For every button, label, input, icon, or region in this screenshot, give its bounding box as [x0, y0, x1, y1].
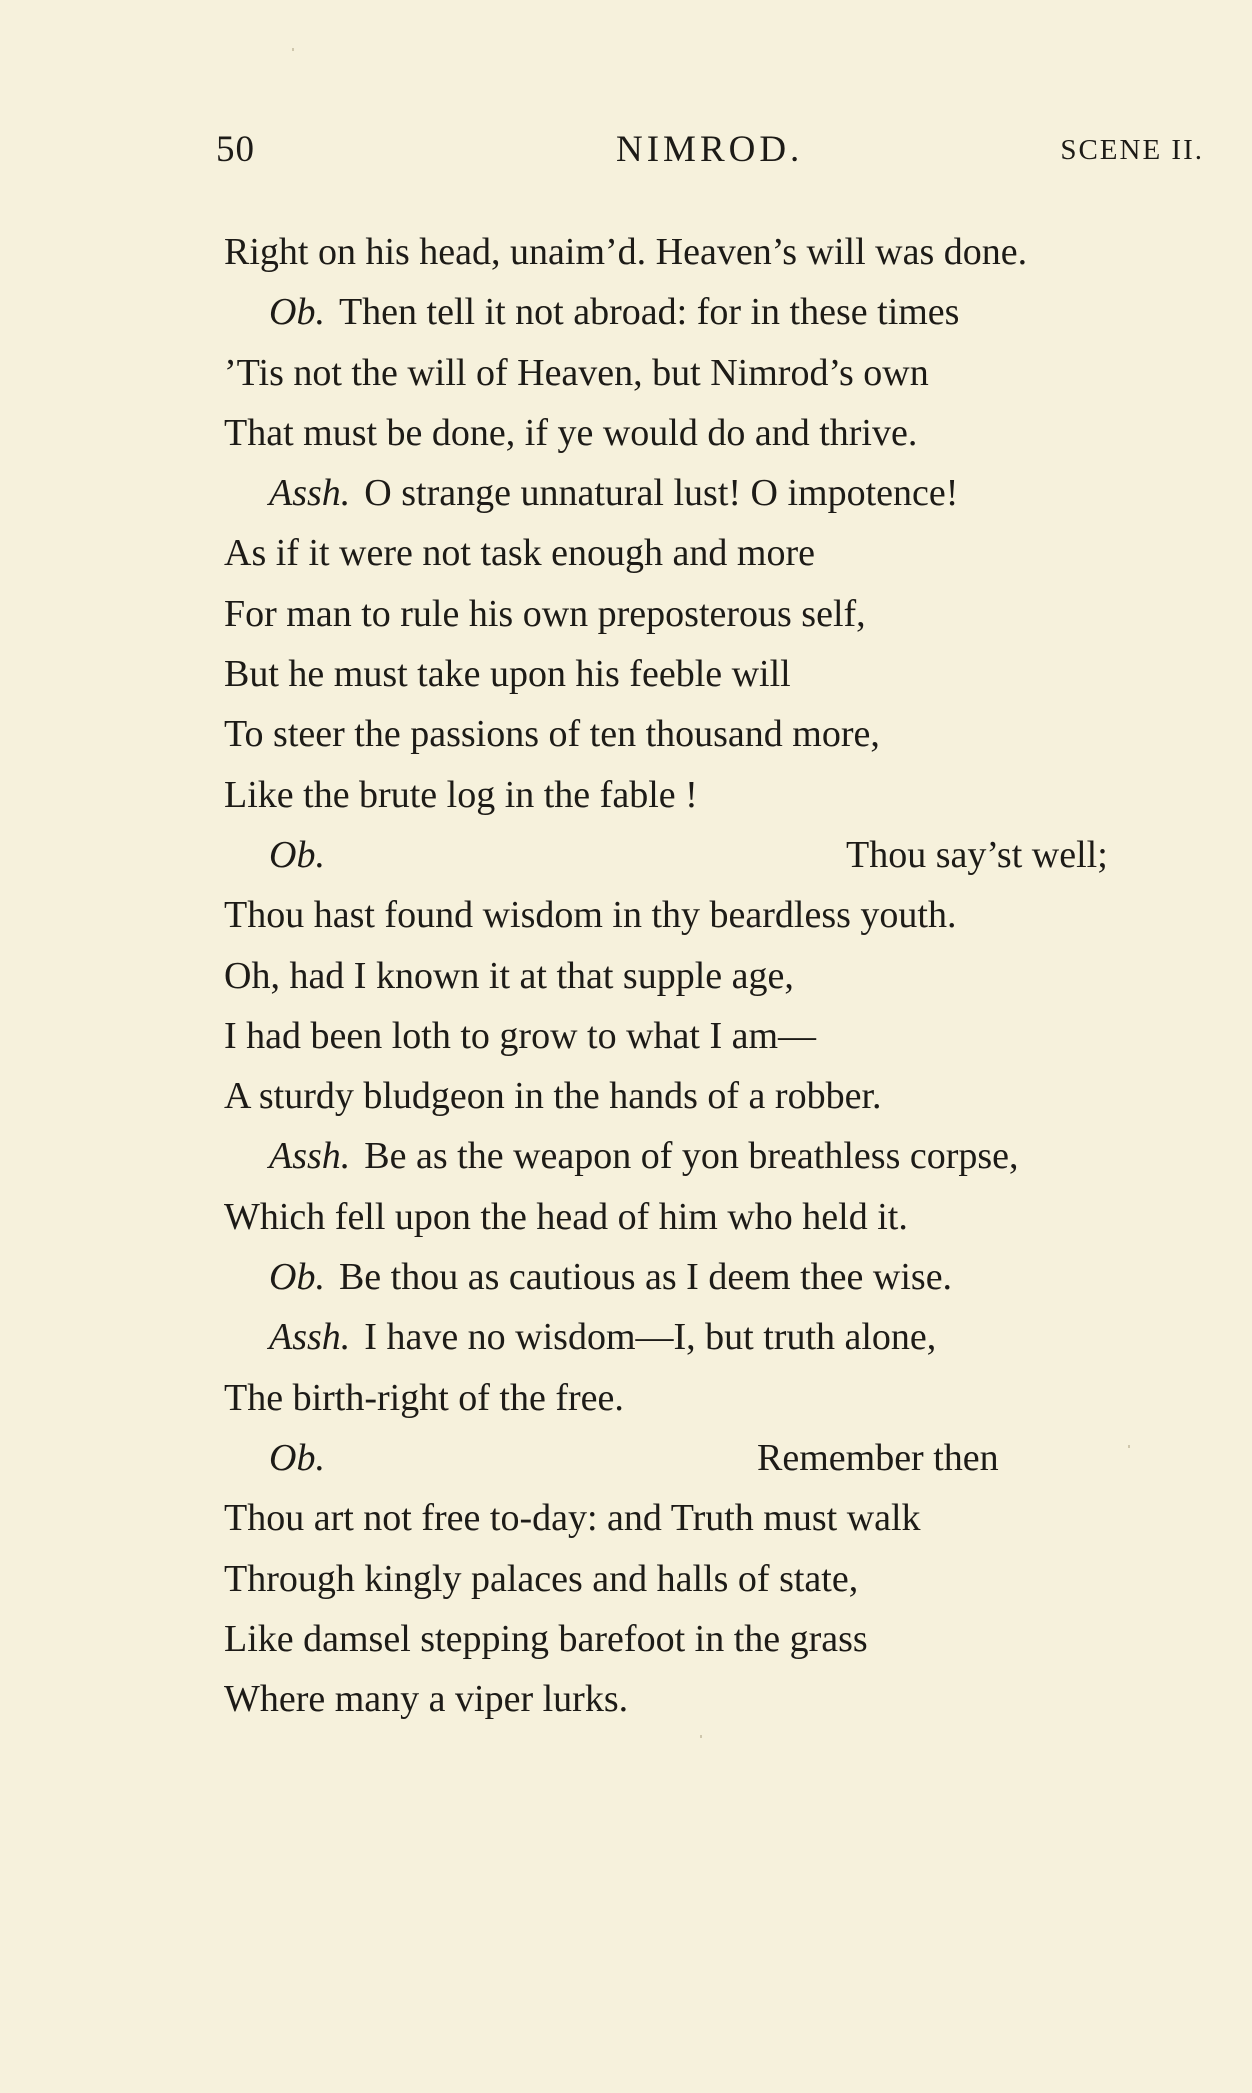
verse-block — [224, 222, 1224, 1729]
verse-line: Thou art not free to-day: and Truth must walk — [224, 1497, 921, 1540]
speaker-name: Ob. — [269, 291, 325, 334]
scene-label: SCENE II. — [1060, 134, 1204, 166]
speaker-name: Assh. — [269, 1135, 351, 1178]
verse-line: Ob. Then tell it not abroad: for in these times — [269, 291, 960, 334]
verse-line: As if it were not task enough and more — [224, 532, 815, 575]
verse-line: Thou hast found wisdom in thy beardless youth. — [224, 894, 957, 937]
paper-speck — [292, 48, 294, 51]
verse-line: Through kingly palaces and halls of state, — [224, 1557, 859, 1600]
running-header — [216, 128, 1204, 178]
verse-line: Like the brute log in the fable ! — [224, 773, 698, 816]
verse-line: Right on his head, unaim’d. Heaven’s will was done. — [224, 231, 1028, 273]
verse-line: The birth-right of the free. — [224, 1376, 624, 1419]
verse-line: But he must take upon his feeble will — [224, 653, 791, 696]
verse-line: Oh, had I known it at that supple age, — [224, 954, 794, 997]
verse-line: Assh. Be as the weapon of yon breathless corpse, — [269, 1135, 1019, 1178]
speaker-name: Ob. — [269, 833, 325, 876]
running-title: NIMROD. — [616, 129, 804, 170]
verse-line: ’Tis not the will of Heaven, but Nimrod’s own — [224, 351, 929, 394]
speaker-name: Assh. — [269, 1316, 351, 1359]
verse-line: Which fell upon the head of him who held it. — [224, 1195, 908, 1238]
verse-line: A sturdy bludgeon in the hands of a robber. — [224, 1075, 882, 1118]
verse-line: Ob. Thou say’st well; — [224, 825, 1224, 885]
page-number: 50 — [216, 129, 255, 170]
speaker-name: Ob. — [269, 1256, 325, 1299]
verse-line: Where many a viper lurks. — [224, 1678, 629, 1721]
verse-line: To steer the passions of ten thousand more, — [224, 713, 880, 756]
paper-speck — [700, 1735, 702, 1738]
verse-line: Ob. Be thou as cautious as I deem thee wise. — [269, 1256, 953, 1299]
verse-line: For man to rule his own preposterous self, — [224, 592, 866, 635]
verse-line: I had been loth to grow to what I am— — [224, 1014, 817, 1057]
speaker-name: Ob. — [269, 1436, 325, 1479]
verse-line: Assh. O strange unnatural lust! O impotence! — [269, 472, 959, 515]
speaker-name: Assh. — [269, 472, 351, 515]
paper-speck — [1128, 1445, 1130, 1448]
verse-line: Ob. Remember then — [224, 1428, 1224, 1488]
verse-line: Assh. I have no wisdom—I, but truth alone, — [269, 1316, 937, 1359]
verse-line: Like damsel stepping barefoot in the grass — [224, 1617, 868, 1660]
verse-line: That must be done, if ye would do and thrive. — [224, 411, 918, 454]
